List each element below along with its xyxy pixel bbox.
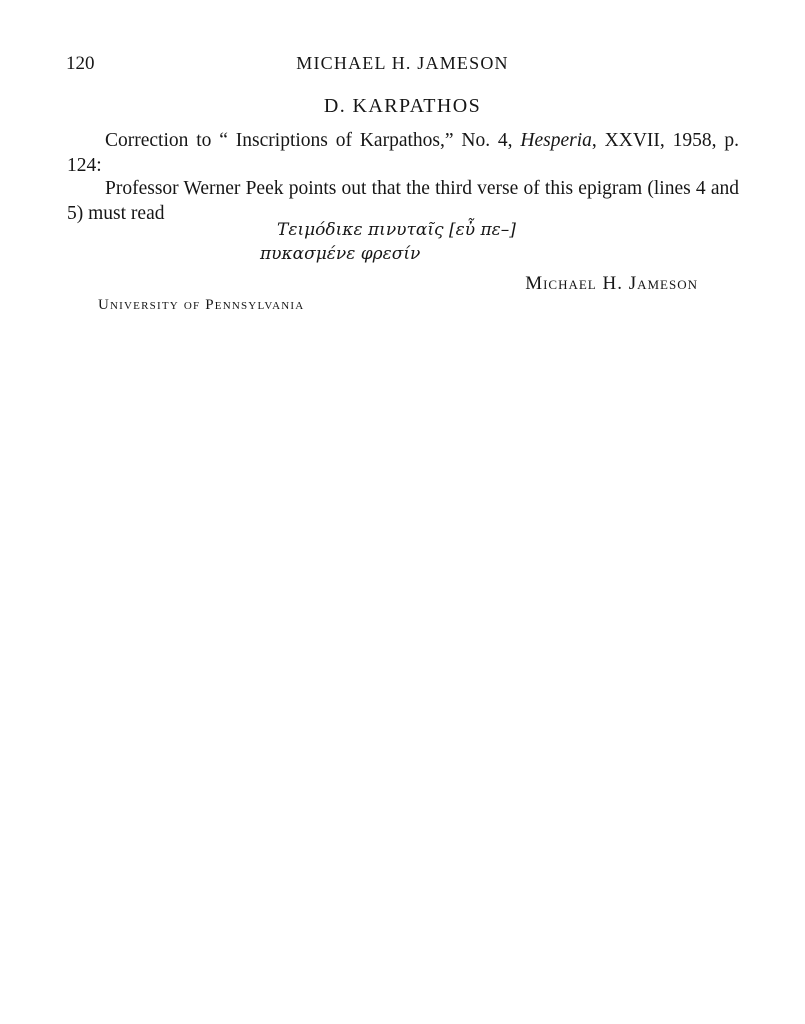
peek-paragraph bbox=[67, 176, 739, 226]
correction-text-before: Correction to “ Inscriptions of Karpathos,” No. 4, bbox=[105, 130, 521, 151]
greek-verse-line-1: Τειμόδικε πινυταῖς [εὖ πε–] bbox=[277, 220, 516, 240]
running-head: MICHAEL H. JAMESON bbox=[296, 53, 509, 73]
correction-paragraph bbox=[67, 128, 739, 178]
page-number: 120 bbox=[66, 53, 95, 74]
journal-title: Hesperia bbox=[520, 130, 592, 151]
peek-paragraph-text: Professor Werner Peek points out that the third verse of this epigram (lines 4 and 5) must read bbox=[67, 178, 739, 224]
author-affiliation: University of Pennsylvania bbox=[98, 297, 305, 313]
author-signature: Michael H. Jameson bbox=[525, 273, 698, 294]
section-title: D. KARPATHOS bbox=[323, 95, 482, 117]
correction-text-after: , XXVII, 1958, p. 124: bbox=[67, 130, 739, 176]
greek-verse-line-2: πυκασμένε φρεσίν bbox=[260, 244, 421, 264]
